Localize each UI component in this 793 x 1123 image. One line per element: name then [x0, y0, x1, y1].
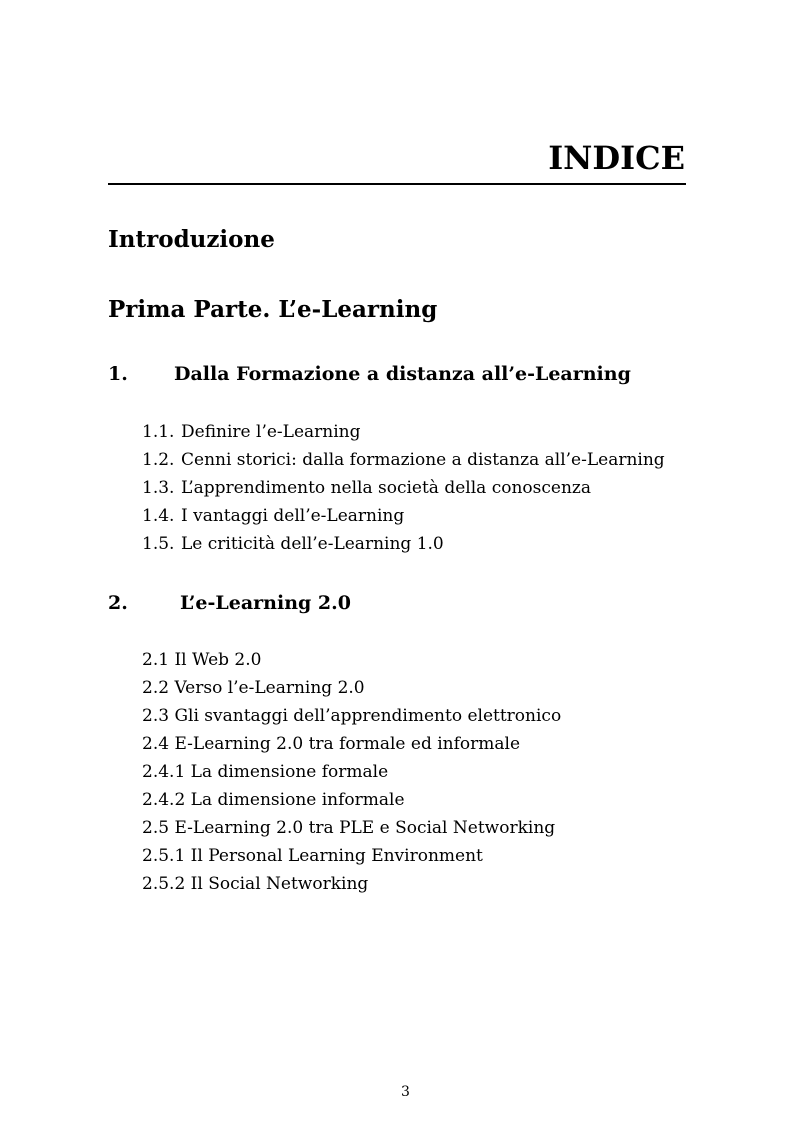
chapter-1-heading [108, 361, 631, 387]
section-number: 1.3. [142, 478, 175, 498]
toc-entry: 2.5.1 Il Personal Learning Environment [142, 846, 483, 866]
section-number: 1.5. [142, 534, 175, 554]
toc-entry: 2.5 E-Learning 2.0 tra PLE e Social Networking [142, 818, 556, 838]
chapter-2-heading [108, 590, 351, 616]
chapter-title: L’e-Learning 2.0 [180, 592, 351, 614]
toc-entry [142, 530, 665, 558]
page-number: 3 [401, 1084, 410, 1100]
section-number: 1.4. [142, 506, 175, 526]
toc-entry: 2.4 E-Learning 2.0 tra formale ed informale [142, 734, 521, 754]
toc-entry: 2.4.1 La dimensione formale [142, 762, 389, 782]
section-title: Cenni storici: dalla formazione a distanza all’e-Learning [181, 450, 665, 470]
toc-entry [142, 418, 665, 446]
part-heading: Prima Parte. L’e-Learning [108, 296, 438, 323]
chapter-2-sections [142, 646, 561, 898]
toc-entry [142, 502, 665, 530]
toc-entry: 2.4.2 La dimensione informale [142, 790, 405, 810]
chapter-number: 2. [108, 592, 128, 614]
toc-entry [142, 474, 665, 502]
page-title: INDICE [548, 139, 685, 177]
chapter-number: 1. [108, 363, 128, 385]
section-number: 1.2. [142, 450, 175, 470]
section-title: Le criticità dell’e-Learning 1.0 [181, 534, 444, 554]
toc-entry: 2.1 Il Web 2.0 [142, 650, 262, 670]
chapter-1-sections [142, 418, 665, 558]
section-title: I vantaggi dell’e-Learning [181, 506, 405, 526]
introduction-heading: Introduzione [108, 226, 275, 253]
toc-entry: 2.2 Verso l’e-Learning 2.0 [142, 678, 365, 698]
toc-entry: 2.3 Gli svantaggi dell’apprendimento elettronico [142, 706, 562, 726]
section-number: 1.1. [142, 422, 175, 442]
section-title: L’apprendimento nella società della conoscenza [181, 478, 591, 498]
chapter-title: Dalla Formazione a distanza all’e-Learning [174, 363, 631, 385]
section-title: Definire l’e-Learning [181, 422, 361, 442]
toc-entry: 2.5.2 Il Social Networking [142, 874, 369, 894]
title-underline [108, 183, 686, 185]
toc-entry [142, 446, 665, 474]
